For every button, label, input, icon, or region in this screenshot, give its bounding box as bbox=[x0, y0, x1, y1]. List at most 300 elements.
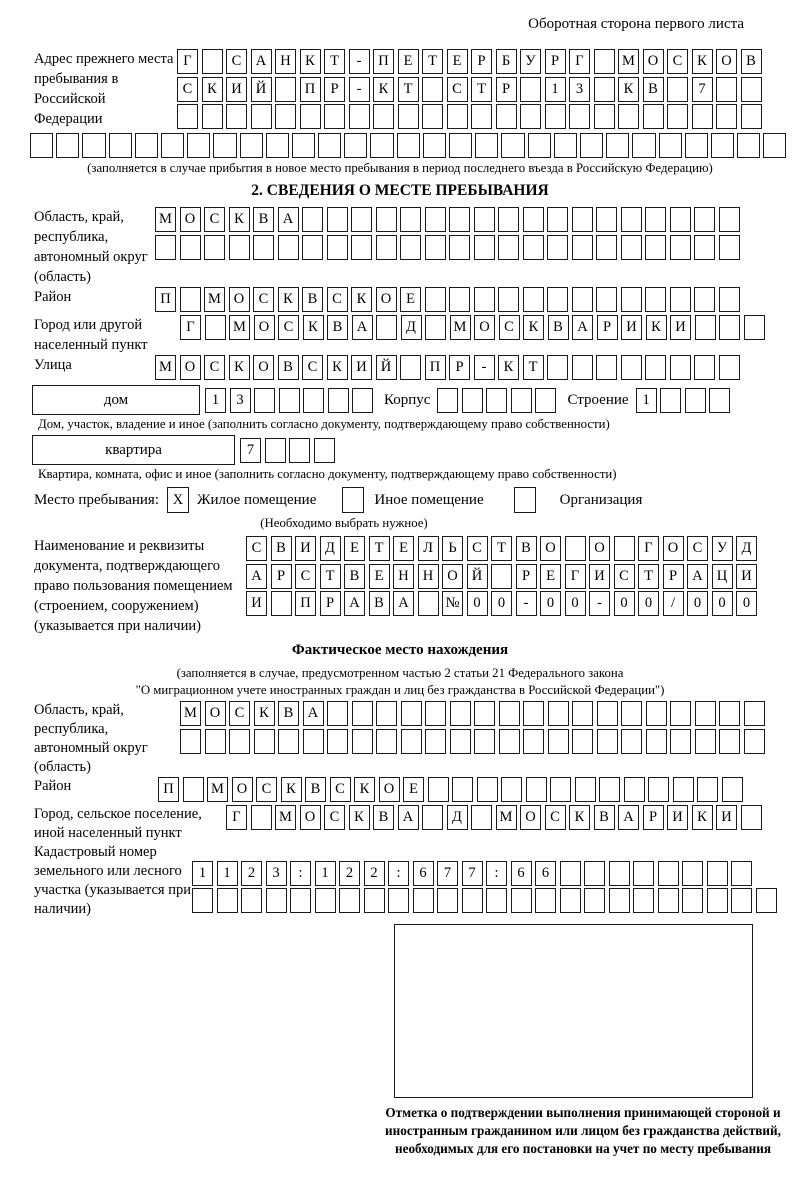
char-cell[interactable]: С bbox=[256, 777, 277, 802]
korpus-cells[interactable] bbox=[437, 388, 556, 413]
char-cell[interactable] bbox=[471, 805, 492, 830]
char-cell[interactable]: № bbox=[442, 591, 463, 616]
char-cell[interactable] bbox=[632, 133, 655, 158]
char-cell[interactable]: А bbox=[344, 591, 365, 616]
char-cell[interactable] bbox=[572, 235, 593, 260]
char-cell[interactable]: М bbox=[180, 701, 201, 726]
char-cell[interactable] bbox=[550, 777, 571, 802]
char-cell[interactable] bbox=[373, 104, 394, 129]
stay-option-other-checkbox[interactable] bbox=[342, 487, 364, 513]
char-cell[interactable]: М bbox=[496, 805, 517, 830]
char-cell[interactable]: 7 bbox=[692, 77, 713, 102]
char-cell[interactable]: М bbox=[155, 355, 176, 380]
char-cell[interactable] bbox=[744, 729, 765, 754]
char-cell[interactable]: Т bbox=[398, 77, 419, 102]
char-cell[interactable] bbox=[486, 388, 507, 413]
char-cell[interactable]: Т bbox=[369, 536, 390, 561]
char-cell[interactable] bbox=[731, 888, 752, 913]
char-cell[interactable]: К bbox=[300, 49, 321, 74]
char-cell[interactable]: : bbox=[486, 861, 507, 886]
document-row-1[interactable] bbox=[246, 536, 766, 561]
char-cell[interactable]: И bbox=[246, 591, 267, 616]
char-cell[interactable] bbox=[475, 133, 498, 158]
char-cell[interactable] bbox=[609, 861, 630, 886]
char-cell[interactable] bbox=[155, 235, 176, 260]
char-cell[interactable]: П bbox=[155, 287, 176, 312]
char-cell[interactable] bbox=[253, 235, 274, 260]
char-cell[interactable]: В bbox=[369, 591, 390, 616]
actual-city-row[interactable] bbox=[226, 805, 766, 830]
char-cell[interactable]: О bbox=[253, 355, 274, 380]
char-cell[interactable]: И bbox=[295, 536, 316, 561]
char-cell[interactable]: Д bbox=[320, 536, 341, 561]
char-cell[interactable]: С bbox=[327, 287, 348, 312]
char-cell[interactable] bbox=[400, 207, 421, 232]
char-cell[interactable] bbox=[694, 287, 715, 312]
char-cell[interactable] bbox=[673, 777, 694, 802]
char-cell[interactable] bbox=[437, 888, 458, 913]
char-cell[interactable] bbox=[217, 888, 238, 913]
char-cell[interactable] bbox=[716, 77, 737, 102]
char-cell[interactable]: С bbox=[226, 49, 247, 74]
char-cell[interactable] bbox=[548, 729, 569, 754]
char-cell[interactable]: Е bbox=[447, 49, 468, 74]
char-cell[interactable]: 0 bbox=[467, 591, 488, 616]
char-cell[interactable] bbox=[398, 104, 419, 129]
char-cell[interactable]: Е bbox=[403, 777, 424, 802]
char-cell[interactable] bbox=[474, 207, 495, 232]
char-cell[interactable] bbox=[266, 888, 287, 913]
char-cell[interactable]: С bbox=[295, 564, 316, 589]
char-cell[interactable] bbox=[180, 235, 201, 260]
char-cell[interactable]: : bbox=[290, 861, 311, 886]
char-cell[interactable]: А bbox=[303, 701, 324, 726]
char-cell[interactable] bbox=[376, 235, 397, 260]
char-cell[interactable] bbox=[584, 861, 605, 886]
char-cell[interactable]: - bbox=[349, 77, 370, 102]
char-cell[interactable] bbox=[596, 235, 617, 260]
char-cell[interactable] bbox=[520, 77, 541, 102]
char-cell[interactable]: К bbox=[254, 701, 275, 726]
char-cell[interactable] bbox=[695, 701, 716, 726]
char-cell[interactable]: О bbox=[232, 777, 253, 802]
char-cell[interactable] bbox=[254, 729, 275, 754]
char-cell[interactable]: К bbox=[303, 315, 324, 340]
char-cell[interactable] bbox=[695, 315, 716, 340]
char-cell[interactable]: О bbox=[589, 536, 610, 561]
char-cell[interactable] bbox=[597, 729, 618, 754]
char-cell[interactable] bbox=[621, 235, 642, 260]
char-cell[interactable] bbox=[670, 729, 691, 754]
char-cell[interactable] bbox=[401, 701, 422, 726]
char-cell[interactable] bbox=[646, 729, 667, 754]
char-cell[interactable]: М bbox=[155, 207, 176, 232]
char-cell[interactable] bbox=[462, 388, 483, 413]
char-cell[interactable] bbox=[486, 888, 507, 913]
char-cell[interactable] bbox=[324, 104, 345, 129]
char-cell[interactable] bbox=[548, 701, 569, 726]
char-cell[interactable] bbox=[229, 235, 250, 260]
char-cell[interactable] bbox=[205, 315, 226, 340]
char-cell[interactable]: 0 bbox=[712, 591, 733, 616]
char-cell[interactable]: : bbox=[388, 861, 409, 886]
char-cell[interactable] bbox=[447, 104, 468, 129]
char-cell[interactable] bbox=[756, 888, 777, 913]
char-cell[interactable] bbox=[670, 235, 691, 260]
char-cell[interactable] bbox=[183, 777, 204, 802]
char-cell[interactable] bbox=[682, 888, 703, 913]
char-cell[interactable]: С bbox=[278, 315, 299, 340]
char-cell[interactable] bbox=[328, 388, 349, 413]
char-cell[interactable] bbox=[271, 591, 292, 616]
char-cell[interactable]: М bbox=[450, 315, 471, 340]
char-cell[interactable] bbox=[572, 207, 593, 232]
char-cell[interactable] bbox=[658, 888, 679, 913]
char-cell[interactable] bbox=[719, 315, 740, 340]
char-cell[interactable] bbox=[511, 888, 532, 913]
char-cell[interactable]: Г bbox=[177, 49, 198, 74]
char-cell[interactable] bbox=[450, 701, 471, 726]
char-cell[interactable] bbox=[240, 133, 263, 158]
char-cell[interactable]: 7 bbox=[462, 861, 483, 886]
char-cell[interactable] bbox=[670, 355, 691, 380]
char-cell[interactable] bbox=[180, 287, 201, 312]
char-cell[interactable] bbox=[302, 207, 323, 232]
char-cell[interactable]: Е bbox=[400, 287, 421, 312]
char-cell[interactable] bbox=[523, 729, 544, 754]
char-cell[interactable]: 0 bbox=[540, 591, 561, 616]
char-cell[interactable] bbox=[187, 133, 210, 158]
prev-address-row-1[interactable] bbox=[177, 49, 766, 74]
char-cell[interactable] bbox=[707, 861, 728, 886]
char-cell[interactable] bbox=[584, 888, 605, 913]
actual-region-row-1[interactable] bbox=[180, 701, 766, 726]
char-cell[interactable]: Л bbox=[418, 536, 439, 561]
char-cell[interactable]: 1 bbox=[205, 388, 226, 413]
char-cell[interactable] bbox=[719, 287, 740, 312]
char-cell[interactable] bbox=[351, 235, 372, 260]
char-cell[interactable] bbox=[707, 888, 728, 913]
char-cell[interactable] bbox=[449, 207, 470, 232]
char-cell[interactable]: В bbox=[516, 536, 537, 561]
cadastral-row-1[interactable] bbox=[192, 861, 777, 886]
char-cell[interactable] bbox=[523, 235, 544, 260]
char-cell[interactable] bbox=[265, 438, 286, 463]
char-cell[interactable]: 0 bbox=[565, 591, 586, 616]
char-cell[interactable] bbox=[547, 287, 568, 312]
char-cell[interactable] bbox=[327, 235, 348, 260]
char-cell[interactable]: Р bbox=[320, 591, 341, 616]
char-cell[interactable] bbox=[205, 729, 226, 754]
char-cell[interactable]: 3 bbox=[266, 861, 287, 886]
char-cell[interactable] bbox=[580, 133, 603, 158]
char-cell[interactable]: Г bbox=[565, 564, 586, 589]
char-cell[interactable] bbox=[744, 315, 765, 340]
char-cell[interactable] bbox=[462, 888, 483, 913]
char-cell[interactable] bbox=[425, 701, 446, 726]
char-cell[interactable]: С bbox=[687, 536, 708, 561]
char-cell[interactable] bbox=[697, 777, 718, 802]
char-cell[interactable] bbox=[82, 133, 105, 158]
char-cell[interactable]: В bbox=[302, 287, 323, 312]
char-cell[interactable]: О bbox=[376, 287, 397, 312]
char-cell[interactable]: В bbox=[271, 536, 292, 561]
char-cell[interactable] bbox=[327, 701, 348, 726]
char-cell[interactable]: Г bbox=[638, 536, 659, 561]
char-cell[interactable] bbox=[596, 355, 617, 380]
char-cell[interactable]: Р bbox=[271, 564, 292, 589]
char-cell[interactable] bbox=[528, 133, 551, 158]
char-cell[interactable] bbox=[450, 729, 471, 754]
char-cell[interactable] bbox=[667, 104, 688, 129]
char-cell[interactable] bbox=[569, 104, 590, 129]
char-cell[interactable]: Н bbox=[275, 49, 296, 74]
char-cell[interactable] bbox=[254, 388, 275, 413]
char-cell[interactable] bbox=[597, 701, 618, 726]
char-cell[interactable]: В bbox=[278, 701, 299, 726]
char-cell[interactable]: 1 bbox=[315, 861, 336, 886]
char-cell[interactable]: П bbox=[158, 777, 179, 802]
char-cell[interactable] bbox=[523, 207, 544, 232]
char-cell[interactable] bbox=[572, 729, 593, 754]
char-cell[interactable]: К bbox=[692, 805, 713, 830]
char-cell[interactable]: Р bbox=[663, 564, 684, 589]
char-cell[interactable] bbox=[621, 701, 642, 726]
char-cell[interactable]: О bbox=[663, 536, 684, 561]
char-cell[interactable] bbox=[251, 104, 272, 129]
char-cell[interactable]: В bbox=[594, 805, 615, 830]
char-cell[interactable] bbox=[670, 207, 691, 232]
char-cell[interactable] bbox=[161, 133, 184, 158]
char-cell[interactable] bbox=[135, 133, 158, 158]
char-cell[interactable]: К bbox=[569, 805, 590, 830]
char-cell[interactable]: 0 bbox=[687, 591, 708, 616]
char-cell[interactable] bbox=[428, 777, 449, 802]
char-cell[interactable]: Е bbox=[344, 536, 365, 561]
char-cell[interactable]: О bbox=[716, 49, 737, 74]
char-cell[interactable]: У bbox=[520, 49, 541, 74]
char-cell[interactable]: 3 bbox=[230, 388, 251, 413]
char-cell[interactable] bbox=[400, 355, 421, 380]
char-cell[interactable]: И bbox=[667, 805, 688, 830]
char-cell[interactable]: У bbox=[712, 536, 733, 561]
char-cell[interactable] bbox=[606, 133, 629, 158]
char-cell[interactable] bbox=[266, 133, 289, 158]
char-cell[interactable] bbox=[352, 701, 373, 726]
stroenie-cells[interactable] bbox=[636, 388, 731, 413]
actual-region-row-2[interactable] bbox=[180, 729, 766, 754]
char-cell[interactable] bbox=[30, 133, 53, 158]
char-cell[interactable] bbox=[645, 207, 666, 232]
char-cell[interactable] bbox=[716, 104, 737, 129]
char-cell[interactable]: 6 bbox=[535, 861, 556, 886]
char-cell[interactable]: О bbox=[520, 805, 541, 830]
char-cell[interactable] bbox=[670, 287, 691, 312]
char-cell[interactable] bbox=[565, 536, 586, 561]
char-cell[interactable]: - bbox=[474, 355, 495, 380]
char-cell[interactable]: Б bbox=[496, 49, 517, 74]
char-cell[interactable] bbox=[659, 133, 682, 158]
char-cell[interactable]: 7 bbox=[240, 438, 261, 463]
section2-street-row[interactable] bbox=[155, 355, 740, 380]
char-cell[interactable] bbox=[572, 701, 593, 726]
char-cell[interactable] bbox=[719, 729, 740, 754]
char-cell[interactable]: Г bbox=[226, 805, 247, 830]
char-cell[interactable]: В bbox=[741, 49, 762, 74]
char-cell[interactable]: А bbox=[393, 591, 414, 616]
char-cell[interactable] bbox=[731, 861, 752, 886]
char-cell[interactable]: А bbox=[398, 805, 419, 830]
char-cell[interactable] bbox=[349, 104, 370, 129]
char-cell[interactable]: Е bbox=[398, 49, 419, 74]
char-cell[interactable] bbox=[618, 104, 639, 129]
char-cell[interactable]: К bbox=[373, 77, 394, 102]
char-cell[interactable]: К bbox=[692, 49, 713, 74]
char-cell[interactable]: 0 bbox=[638, 591, 659, 616]
char-cell[interactable] bbox=[658, 861, 679, 886]
char-cell[interactable]: С bbox=[229, 701, 250, 726]
char-cell[interactable] bbox=[572, 355, 593, 380]
char-cell[interactable]: 0 bbox=[614, 591, 635, 616]
char-cell[interactable] bbox=[491, 564, 512, 589]
char-cell[interactable]: О bbox=[540, 536, 561, 561]
char-cell[interactable]: И bbox=[226, 77, 247, 102]
char-cell[interactable] bbox=[614, 536, 635, 561]
char-cell[interactable]: С bbox=[253, 287, 274, 312]
char-cell[interactable] bbox=[719, 207, 740, 232]
char-cell[interactable]: 6 bbox=[413, 861, 434, 886]
char-cell[interactable] bbox=[596, 287, 617, 312]
char-cell[interactable]: Е bbox=[393, 536, 414, 561]
char-cell[interactable]: К bbox=[281, 777, 302, 802]
char-cell[interactable] bbox=[599, 777, 620, 802]
char-cell[interactable]: В bbox=[327, 315, 348, 340]
char-cell[interactable]: Г bbox=[569, 49, 590, 74]
char-cell[interactable] bbox=[523, 701, 544, 726]
char-cell[interactable]: П bbox=[300, 77, 321, 102]
char-cell[interactable]: С bbox=[499, 315, 520, 340]
char-cell[interactable] bbox=[498, 235, 519, 260]
char-cell[interactable]: 2 bbox=[364, 861, 385, 886]
char-cell[interactable] bbox=[351, 207, 372, 232]
char-cell[interactable]: А bbox=[251, 49, 272, 74]
prev-address-row-2[interactable] bbox=[177, 77, 766, 102]
char-cell[interactable]: Й bbox=[467, 564, 488, 589]
char-cell[interactable] bbox=[303, 729, 324, 754]
char-cell[interactable]: Д bbox=[736, 536, 757, 561]
char-cell[interactable]: - bbox=[589, 591, 610, 616]
char-cell[interactable]: А bbox=[278, 207, 299, 232]
char-cell[interactable]: В bbox=[278, 355, 299, 380]
char-cell[interactable]: В bbox=[305, 777, 326, 802]
char-cell[interactable] bbox=[694, 235, 715, 260]
char-cell[interactable]: Д bbox=[401, 315, 422, 340]
house-number-cells[interactable] bbox=[205, 388, 373, 413]
char-cell[interactable] bbox=[621, 207, 642, 232]
char-cell[interactable] bbox=[560, 861, 581, 886]
char-cell[interactable] bbox=[370, 133, 393, 158]
char-cell[interactable]: О bbox=[180, 355, 201, 380]
char-cell[interactable]: - bbox=[516, 591, 537, 616]
char-cell[interactable]: О bbox=[442, 564, 463, 589]
char-cell[interactable] bbox=[695, 729, 716, 754]
house-type-box[interactable] bbox=[32, 385, 200, 415]
char-cell[interactable]: 2 bbox=[339, 861, 360, 886]
char-cell[interactable]: С bbox=[302, 355, 323, 380]
char-cell[interactable] bbox=[352, 729, 373, 754]
char-cell[interactable] bbox=[763, 133, 786, 158]
char-cell[interactable]: Р bbox=[597, 315, 618, 340]
char-cell[interactable] bbox=[633, 861, 654, 886]
char-cell[interactable] bbox=[292, 133, 315, 158]
char-cell[interactable] bbox=[498, 287, 519, 312]
char-cell[interactable] bbox=[526, 777, 547, 802]
char-cell[interactable] bbox=[449, 133, 472, 158]
char-cell[interactable] bbox=[496, 104, 517, 129]
char-cell[interactable]: Т bbox=[638, 564, 659, 589]
char-cell[interactable]: К bbox=[202, 77, 223, 102]
char-cell[interactable] bbox=[327, 729, 348, 754]
char-cell[interactable] bbox=[388, 888, 409, 913]
char-cell[interactable] bbox=[744, 701, 765, 726]
char-cell[interactable]: С bbox=[246, 536, 267, 561]
char-cell[interactable]: Т bbox=[324, 49, 345, 74]
char-cell[interactable]: К bbox=[229, 355, 250, 380]
char-cell[interactable] bbox=[251, 805, 272, 830]
char-cell[interactable] bbox=[204, 235, 225, 260]
char-cell[interactable]: И bbox=[716, 805, 737, 830]
char-cell[interactable]: Н bbox=[393, 564, 414, 589]
char-cell[interactable]: И bbox=[670, 315, 691, 340]
char-cell[interactable] bbox=[498, 207, 519, 232]
char-cell[interactable] bbox=[275, 77, 296, 102]
char-cell[interactable] bbox=[547, 207, 568, 232]
char-cell[interactable]: 1 bbox=[192, 861, 213, 886]
char-cell[interactable]: М bbox=[207, 777, 228, 802]
document-row-2[interactable] bbox=[246, 564, 766, 589]
char-cell[interactable] bbox=[511, 388, 532, 413]
char-cell[interactable] bbox=[685, 388, 706, 413]
char-cell[interactable] bbox=[376, 207, 397, 232]
char-cell[interactable]: 0 bbox=[491, 591, 512, 616]
char-cell[interactable]: А bbox=[618, 805, 639, 830]
char-cell[interactable] bbox=[241, 888, 262, 913]
char-cell[interactable]: О bbox=[180, 207, 201, 232]
stay-option-organization-checkbox[interactable] bbox=[514, 487, 536, 513]
char-cell[interactable] bbox=[177, 104, 198, 129]
char-cell[interactable]: Т bbox=[491, 536, 512, 561]
char-cell[interactable]: Р bbox=[471, 49, 492, 74]
char-cell[interactable]: Р bbox=[324, 77, 345, 102]
char-cell[interactable] bbox=[575, 777, 596, 802]
char-cell[interactable] bbox=[633, 888, 654, 913]
char-cell[interactable]: С bbox=[204, 355, 225, 380]
char-cell[interactable] bbox=[180, 729, 201, 754]
char-cell[interactable]: О bbox=[300, 805, 321, 830]
section2-district-row[interactable] bbox=[155, 287, 740, 312]
char-cell[interactable]: К bbox=[229, 207, 250, 232]
char-cell[interactable]: 1 bbox=[545, 77, 566, 102]
char-cell[interactable]: О bbox=[643, 49, 664, 74]
char-cell[interactable] bbox=[694, 207, 715, 232]
char-cell[interactable] bbox=[279, 388, 300, 413]
char-cell[interactable] bbox=[318, 133, 341, 158]
char-cell[interactable]: К bbox=[349, 805, 370, 830]
char-cell[interactable] bbox=[422, 805, 443, 830]
char-cell[interactable]: И bbox=[589, 564, 610, 589]
char-cell[interactable]: Й bbox=[251, 77, 272, 102]
char-cell[interactable] bbox=[609, 888, 630, 913]
